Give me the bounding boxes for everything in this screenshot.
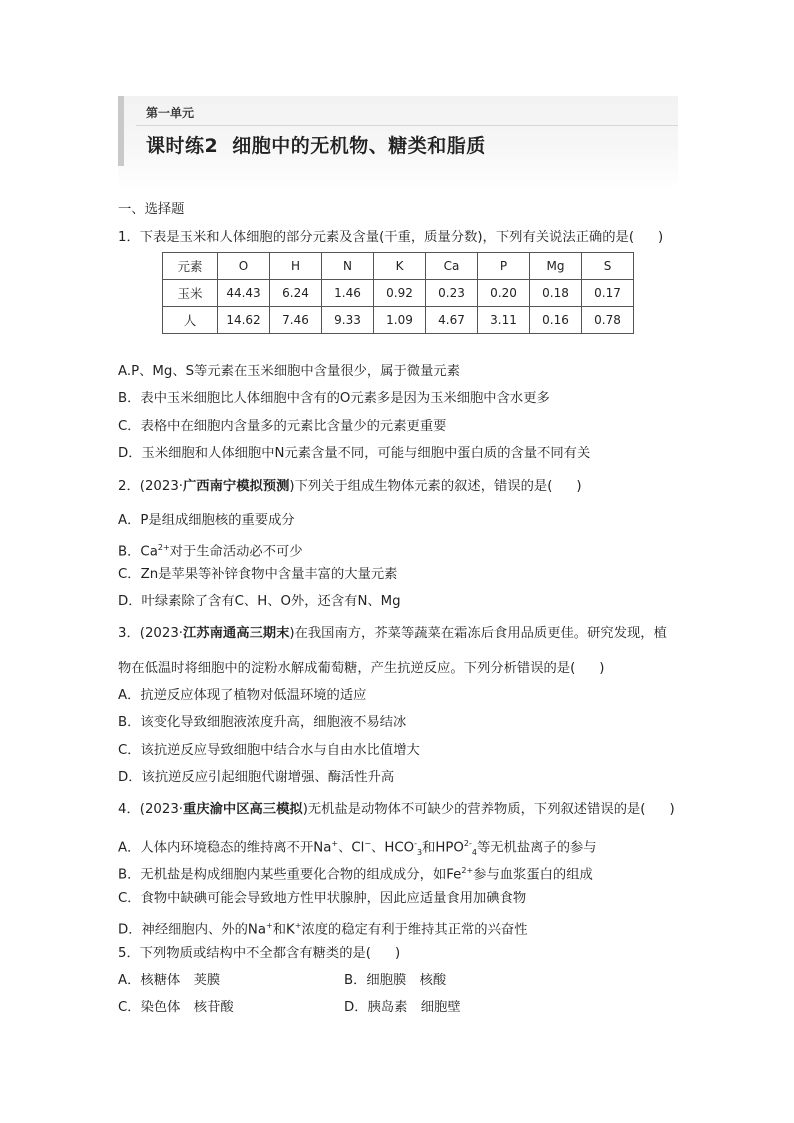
table-cell: 0.78 bbox=[582, 307, 634, 334]
question-4-option-a: A．人体内环境稳态的维持离不开Na+、Cl−、$HCO^-_3$和$HPO^{2-}_4$等无机盐离子的参与 bbox=[118, 839, 597, 858]
table-cell: 0.17 bbox=[582, 280, 634, 307]
lesson-name: 细胞中的无机物、糖类和脂质 bbox=[232, 135, 486, 157]
table-cell: Ca bbox=[426, 253, 478, 280]
table-cell: 7.46 bbox=[270, 307, 322, 334]
question-1-option-c: C．表格中在细胞内含量多的元素比含量少的元素更重要 bbox=[118, 419, 447, 434]
table-cell: Mg bbox=[530, 253, 582, 280]
question-3-stem-line2: 物在低温时将细胞中的淀粉水解成葡萄糖，产生抗逆反应。下列分析错误的是( ) bbox=[118, 661, 605, 676]
question-1-option-b: B．表中玉米细胞比人体细胞中含有的O元素多是因为玉米细胞中含水更多 bbox=[118, 391, 550, 406]
table-cell: O bbox=[218, 253, 270, 280]
table-cell: P bbox=[478, 253, 530, 280]
element-content-table bbox=[162, 252, 634, 334]
question-3-option-c: C．该抗逆反应导致细胞中结合水与自由水比值增大 bbox=[118, 743, 420, 758]
table-cell: 玉米 bbox=[163, 280, 218, 307]
table-cell: 1.46 bbox=[322, 280, 374, 307]
question-5-option-b: B．细胞膜 核酸 bbox=[344, 973, 447, 988]
table-cell: 人 bbox=[163, 307, 218, 334]
question-source: 江苏南通高三期末 bbox=[183, 626, 290, 641]
question-4-option-c: C．食物中缺碘可能会导致地方性甲状腺肿，因此应适量食用加碘食物 bbox=[118, 891, 527, 906]
lesson-title bbox=[146, 131, 486, 158]
table-cell: 0.23 bbox=[426, 280, 478, 307]
question-2-option-a: A．P是组成细胞核的重要成分 bbox=[118, 513, 295, 528]
table-cell: 0.92 bbox=[374, 280, 426, 307]
table-cell: 14.62 bbox=[218, 307, 270, 334]
question-2-stem: 2．(2023·广西南宁模拟预测)下列关于组成生物体元素的叙述，错误的是( ) bbox=[118, 479, 582, 494]
table-cell: N bbox=[322, 253, 374, 280]
question-source: 重庆渝中区高三模拟 bbox=[183, 802, 303, 817]
question-3-option-b: B．该变化导致细胞液浓度升高，细胞液不易结冰 bbox=[118, 715, 407, 730]
question-1-option-d: D．玉米细胞和人体细胞中N元素含量不同，可能与细胞中蛋白质的含量不同有关 bbox=[118, 446, 591, 461]
table-cell: 0.16 bbox=[530, 307, 582, 334]
table-cell: 0.20 bbox=[478, 280, 530, 307]
question-source: 广西南宁模拟预测 bbox=[183, 479, 290, 494]
table-row bbox=[163, 307, 634, 334]
table-row bbox=[163, 280, 634, 307]
table-cell: 44.43 bbox=[218, 280, 270, 307]
question-2-option-b: B．$Ca^{2+}$对于生命活动必不可少 bbox=[118, 543, 303, 560]
question-1-option-a: A.P、Mg、S等元素在玉米细胞中含量很少，属于微量元素 bbox=[118, 364, 460, 379]
question-1-stem: 1．下表是玉米和人体细胞的部分元素及含量(干重，质量分数)，下列有关说法正确的是( ) bbox=[118, 230, 664, 245]
table-cell: 4.67 bbox=[426, 307, 478, 334]
table-cell: 9.33 bbox=[322, 307, 374, 334]
table-cell: 0.18 bbox=[530, 280, 582, 307]
question-2-option-c: C．Zn是苹果等补锌食物中含量丰富的大量元素 bbox=[118, 567, 398, 582]
table-cell: H bbox=[270, 253, 322, 280]
unit-label: 第一单元 bbox=[146, 106, 195, 120]
table-header-row bbox=[163, 253, 634, 280]
header-divider bbox=[136, 125, 678, 126]
question-3-option-a: A．抗逆反应体现了植物对低温环境的适应 bbox=[118, 688, 367, 703]
question-4-stem: 4．(2023·重庆渝中区高三模拟)无机盐是动物体不可缺少的营养物质，下列叙述错误的是( ) bbox=[118, 802, 675, 817]
question-5-option-d: D．胰岛素 细胞壁 bbox=[344, 1000, 461, 1015]
question-3-option-d: D．该抗逆反应引起细胞代谢增强、酶活性升高 bbox=[118, 770, 395, 785]
lesson-number: 课时练2 bbox=[146, 135, 219, 157]
header-accent-bar bbox=[118, 96, 124, 166]
question-5-stem: 5．下列物质或结构中不全都含有糖类的是( ) bbox=[118, 946, 401, 961]
table-cell: S bbox=[582, 253, 634, 280]
table-cell: 元素 bbox=[163, 253, 218, 280]
table-cell: 3.11 bbox=[478, 307, 530, 334]
question-3-stem: 3．(2023·江苏南通高三期末)在我国南方，芥菜等蔬菜在霜冻后食用品质更佳。研究发现，植 bbox=[118, 626, 667, 641]
table-cell: 1.09 bbox=[374, 307, 426, 334]
question-5-option-c: C．染色体 核苷酸 bbox=[118, 1000, 234, 1015]
table-cell: 6.24 bbox=[270, 280, 322, 307]
question-5-option-a: A．核糖体 荚膜 bbox=[118, 973, 221, 988]
question-4-option-d: D．神经细胞内、外的Na+和K+浓度的稳定有利于维持其正常的兴奋性 bbox=[118, 921, 528, 938]
table-cell: K bbox=[374, 253, 426, 280]
section-title: 一、选择题 bbox=[118, 202, 185, 217]
question-2-option-d: D．叶绿素除了含有C、H、O外，还含有N、Mg bbox=[118, 594, 401, 609]
question-4-option-b: B．无机盐是构成细胞内某些重要化合物的组成成分，如$Fe^{2+}$参与血浆蛋白的组成 bbox=[118, 866, 593, 883]
